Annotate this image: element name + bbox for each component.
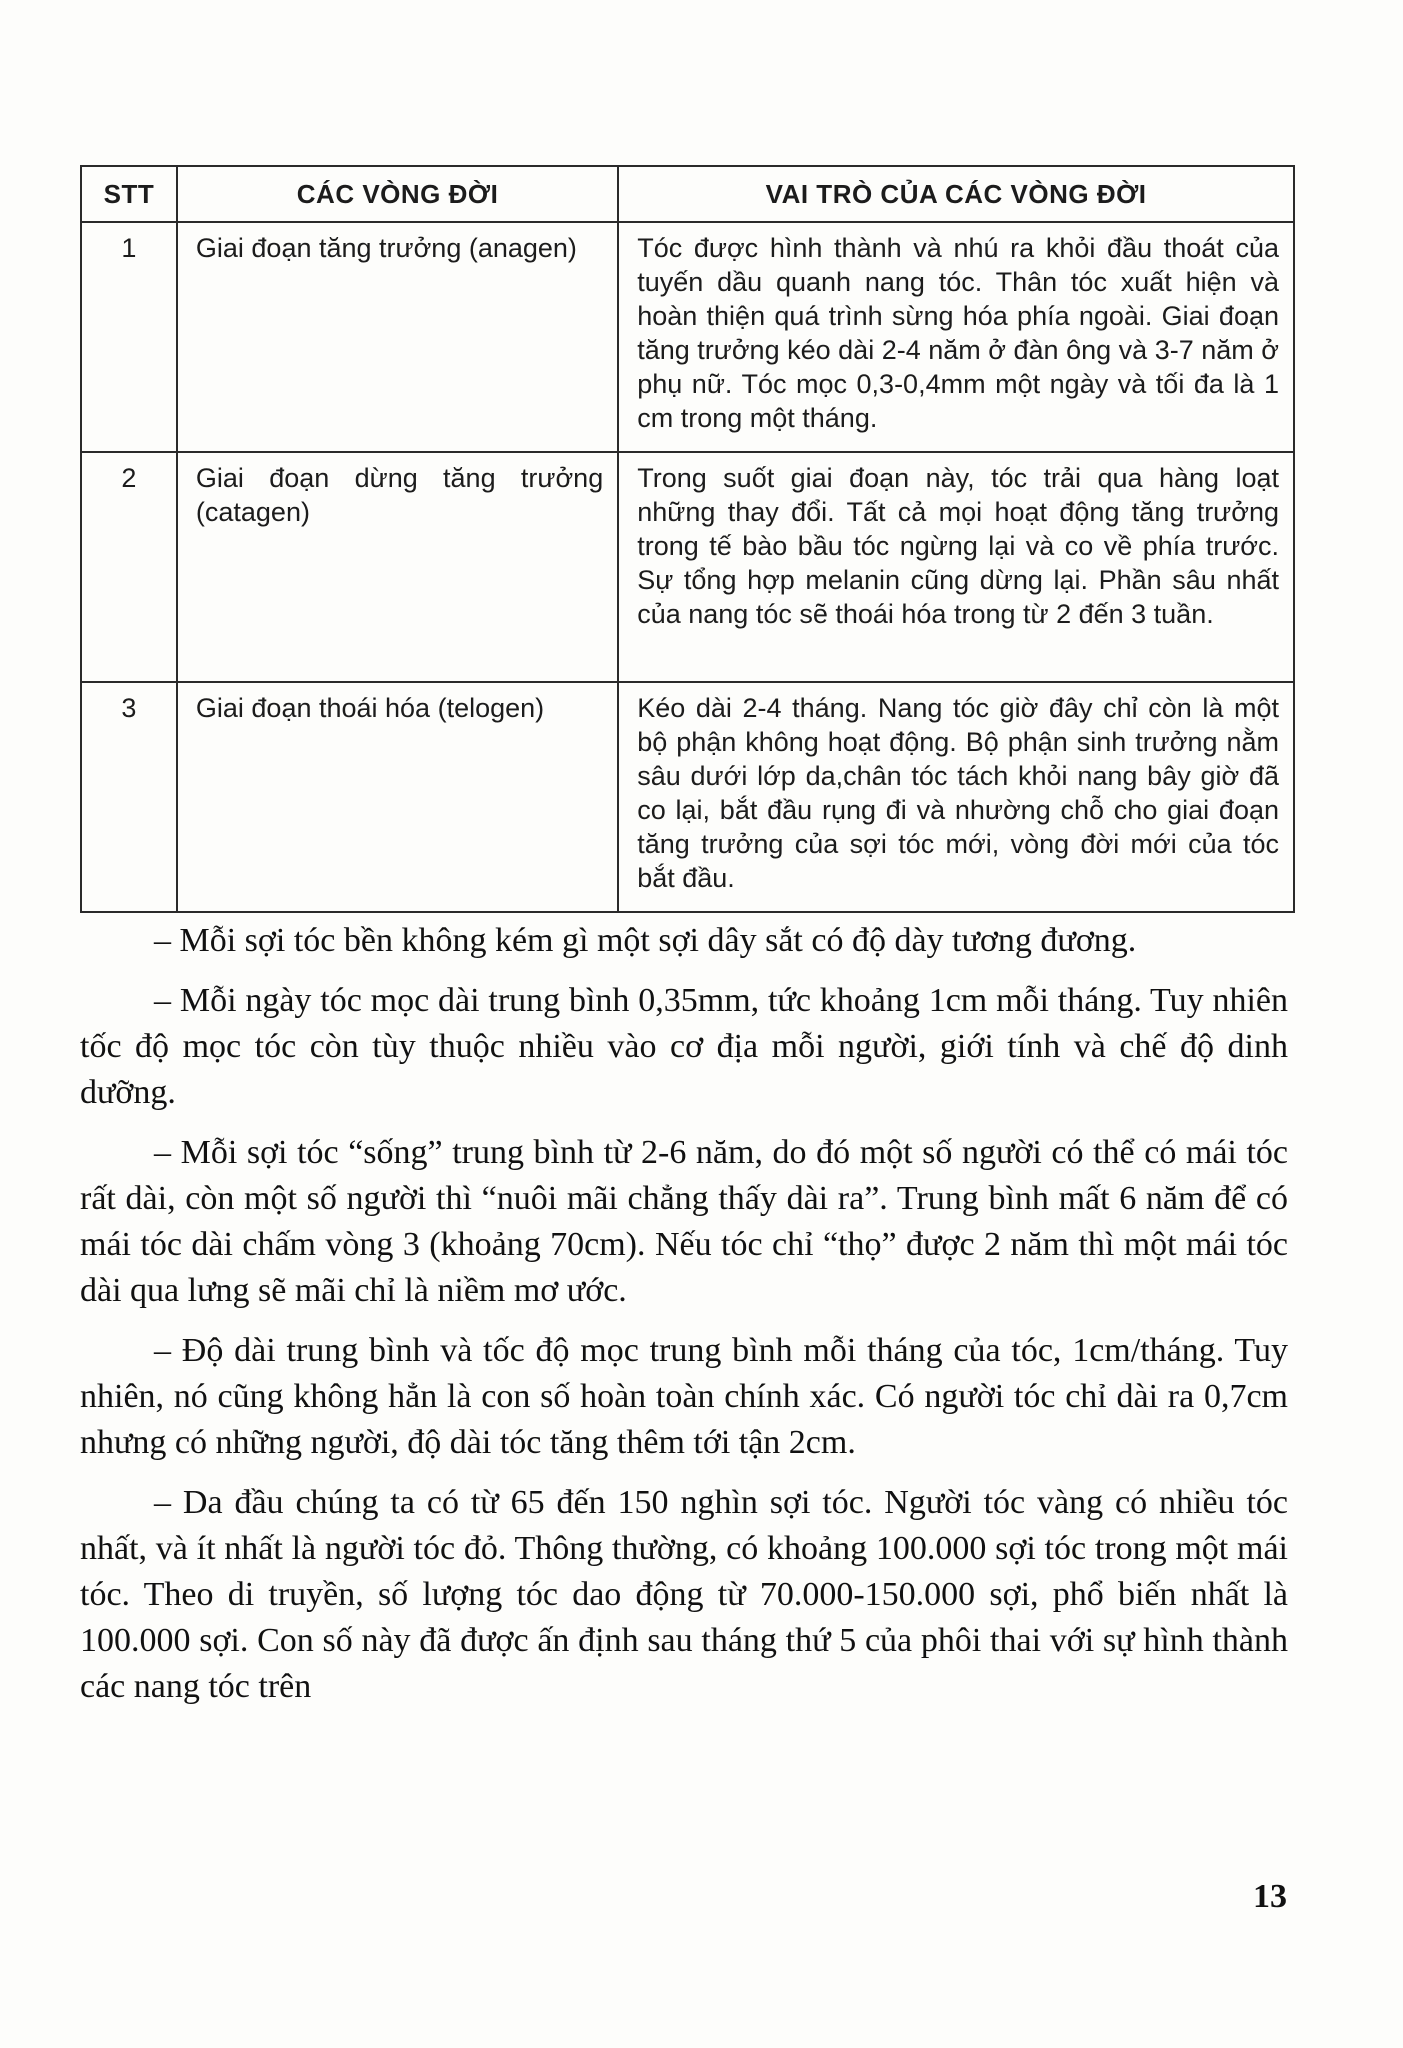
- row-role: Trong suốt giai đoạn này, tóc trải qua hàng loạt những thay đổi. Tất cả mọi hoạt động tăng trưởng trong tế bào bầu tóc ngừng lại và co về phía trước. Sự tổng hợp melanin cũng dừng lại. Phần sâu nhất của nang tóc sẽ thoái hóa trong từ 2 đến 3 tuần.: [618, 452, 1294, 682]
- row-stage: Giai đoạn tăng trưởng (anagen): [177, 222, 618, 452]
- paragraph: – Mỗi sợi tóc “sống” trung bình từ 2-6 năm, do đó một số người có thể có mái tóc rất dài, còn một số người thì “nuôi mãi chẳng thấy dài ra”. Trung bình mất 6 năm để có mái tóc dài chấm vòng 3 (khoảng 70cm). Nếu tóc chỉ “thọ” được 2 năm thì một mái tóc dài qua lưng sẽ mãi chỉ là niềm mơ ước.: [80, 1134, 1288, 1309]
- row-stt: 2: [81, 452, 177, 682]
- row-stage: Giai đoạn thoái hóa (telogen): [177, 682, 618, 912]
- row-stt: 3: [81, 682, 177, 912]
- paragraph: – Mỗi ngày tóc mọc dài trung bình 0,35mm, tức khoảng 1cm mỗi tháng. Tuy nhiên tốc độ mọc tóc còn tùy thuộc nhiều vào cơ địa mỗi người, giới tính và chế độ dinh dưỡng.: [80, 982, 1288, 1111]
- table-header-row: [81, 166, 1294, 222]
- body-text: [80, 918, 1288, 1724]
- header-stt: STT: [81, 166, 177, 222]
- paragraph: – Mỗi sợi tóc bền không kém gì một sợi dây sắt có độ dày tương đương.: [154, 922, 1137, 959]
- table-row: [81, 452, 1294, 682]
- row-stt: 1: [81, 222, 177, 452]
- row-role: Tóc được hình thành và nhú ra khỏi đầu thoát của tuyến dầu quanh nang tóc. Thân tóc xuất hiện và hoàn thiện quá trình sừng hóa phía ngoài. Giai đoạn tăng trưởng kéo dài 2-4 năm ở đàn ông và 3-7 năm ở phụ nữ. Tóc mọc 0,3-0,4mm một ngày và tối đa là 1 cm trong một tháng.: [618, 222, 1294, 452]
- header-roles: VAI TRÒ CỦA CÁC VÒNG ĐỜI: [618, 166, 1294, 222]
- page-number: 13: [1253, 1878, 1287, 1915]
- row-stage: Giai đoạn dừng tăng trưởng (catagen): [177, 452, 618, 682]
- row-role: Kéo dài 2-4 tháng. Nang tóc giờ đây chỉ còn là một bộ phận không hoạt động. Bộ phận sinh trưởng nằm sâu dưới lớp da,chân tóc tách khỏi nang bây giờ đã co lại, bắt đầu rụng đi và nhường chỗ cho giai đoạn tăng trưởng của sợi tóc mới, vòng đời mới của tóc bắt đầu.: [618, 682, 1294, 912]
- paragraph: – Da đầu chúng ta có từ 65 đến 150 nghìn sợi tóc. Người tóc vàng có nhiều tóc nhất, và ít nhất là người tóc đỏ. Thông thường, có khoảng 100.000 sợi tóc trong một mái tóc. Theo di truyền, số lượng tóc dao động từ 70.000-150.000 sợi, phổ biến nhất là 100.000 sợi. Con số này đã được ấn định sau tháng thứ 5 của phôi thai với sự hình thành các nang tóc trên: [80, 1484, 1288, 1705]
- header-stages: CÁC VÒNG ĐỜI: [177, 166, 618, 222]
- table-row: [81, 682, 1294, 912]
- hair-lifecycle-table: [80, 165, 1295, 913]
- table-row: [81, 222, 1294, 452]
- paragraph: – Độ dài trung bình và tốc độ mọc trung bình mỗi tháng của tóc, 1cm/tháng. Tuy nhiên, nó cũng không hẳn là con số hoàn toàn chính xác. Có người tóc chỉ dài ra 0,7cm nhưng có những người, độ dài tóc tăng thêm tới tận 2cm.: [80, 1332, 1288, 1461]
